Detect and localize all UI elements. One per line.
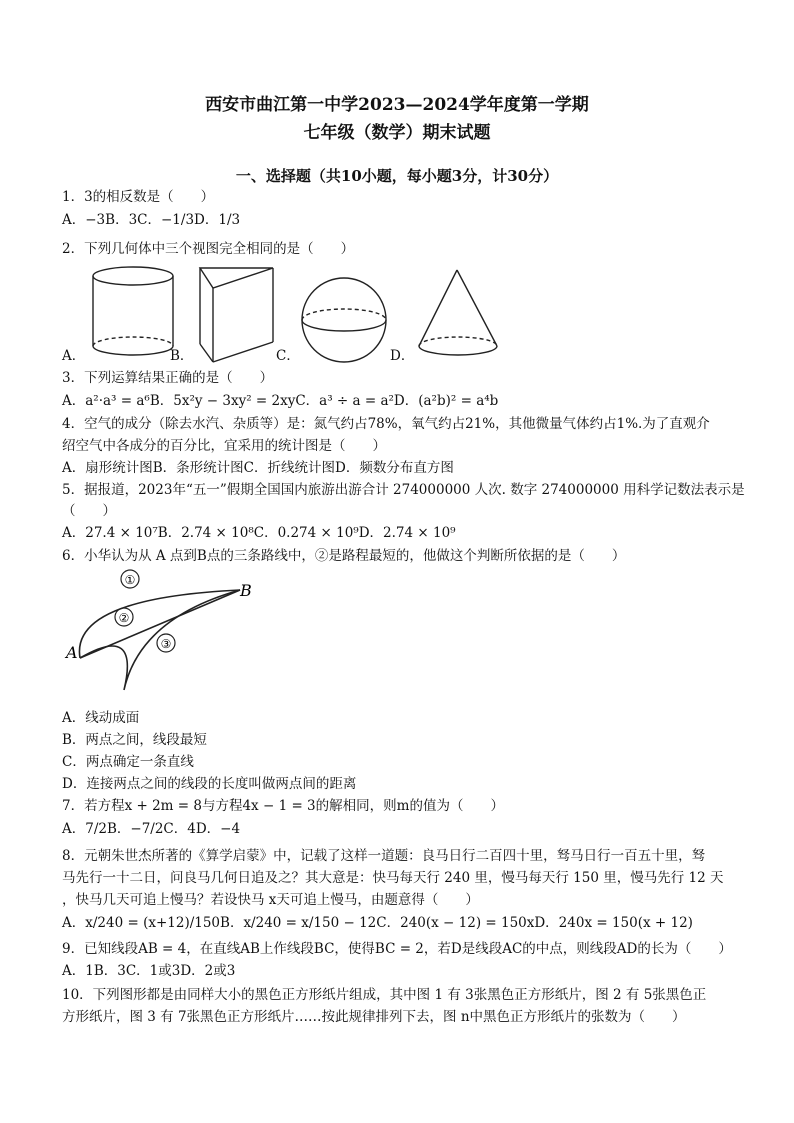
q2-label-a: A． (62, 348, 86, 364)
cone-shape (419, 270, 497, 355)
q7-options: A．7/2B．−7/2C．4D．−4 (62, 821, 241, 837)
cylinder-shape (93, 267, 173, 355)
q2-label-d: D． (390, 348, 415, 364)
q8-line3: ，快马几天可追上慢马？若设快马 x天可追上慢马，由题意得（ ） (62, 892, 479, 908)
q4-line2: 绍空气中各成分的百分比，宜采用的统计图是（ ） (62, 438, 386, 454)
q10-line2: 方形纸片，图 3 有 7张黑色正方形纸片……按此规律排列下去，图 n中黑色正方形纸片的张数为（ ） (62, 1009, 686, 1025)
q10-line1: 10．下列图形都是由同样大小的黑色正方形纸片组成，其中图 1 有 3张黑色正方形纸片，图 2 有 5张黑色正 (62, 987, 707, 1003)
section-heading: 一、选择题（共10小题，每小题3分，计30分） (235, 167, 559, 185)
q6-stem: 6．小华认为从 A 点到B点的三条路线中，②是路程最短的，他做这个判断所依据的是（ ） (62, 548, 626, 564)
q8-line2: 马先行一十二日，问良马几何日追及之？其大意是：快马每天行 240 里，慢马每天行 150 里，慢马先行 12 天 (62, 870, 724, 886)
q5-line1: 5．据报道，2023年“五一”假期全国国内旅游出游合计 274000000 人次. 数字 274000000 用科学记数法表示是 (62, 482, 745, 498)
q5-options: A．27.4 × 10⁷B．2.74 × 10⁸C．0.274 × 10⁹D．2.74 × 10⁹ (62, 525, 456, 541)
q6-routes-figure (60, 568, 280, 698)
q5-line2: （ ） (62, 503, 116, 519)
route-2-label: ② (118, 611, 130, 625)
q2-stem: 2．下列几何体中三个视图完全相同的是（ ） (62, 241, 355, 257)
q1-options: A．−3B．3C．−1/3D．1/3 (62, 212, 241, 228)
q4-line1: 4．空气的成分（除去水汽、杂质等）是：氮气约占78%，氧气约占21%，其他微量气体约占1%.为了直观介 (62, 416, 710, 432)
q9-options: A．1B．3C．1或3D．2或3 (62, 963, 236, 979)
q6-option-b: B．两点之间，线段最短 (62, 732, 207, 748)
point-b-label: B (240, 581, 252, 600)
q6-option-a: A．线动成面 (62, 710, 140, 726)
q6-option-c: C．两点确定一条直线 (62, 754, 194, 770)
route-3-label: ③ (160, 637, 172, 651)
q8-options: A．x/240 = (x+12)/150B．x/240 = x/150 − 12C．240(x − 12) = 150xD．240x = 150(x + 12) (62, 915, 693, 931)
q8-line1: 8．元朝朱世杰所著的《算学启蒙》中，记载了这样一道题：良马日行二百四十里，驽马日行一百五十里，驽 (62, 848, 706, 864)
q7-stem: 7．若方程x + 2m = 8与方程4x − 1 = 3的解相同，则m的值为（ ） (62, 798, 504, 814)
sphere-shape (302, 278, 386, 362)
prism-shape (200, 268, 273, 362)
exam-title-line2: 七年级（数学）期末试题 (303, 123, 491, 143)
q1-stem: 1．3的相反数是（ ） (62, 189, 215, 205)
q9-stem: 9．已知线段AB = 4，在直线AB上作线段BC，使得BC = 2，若D是线段AC的中点，则线段AD的长为（ ） (62, 941, 732, 957)
q2-label-b: B． (170, 348, 194, 364)
point-a-label: A (66, 643, 78, 662)
exam-title-line1: 西安市曲江第一中学2023—2024学年度第一学期 (205, 95, 589, 115)
q3-stem: 3．下列运算结果正确的是（ ） (62, 370, 274, 386)
q6-option-d: D．连接两点之间的线段的长度叫做两点间的距离 (62, 776, 357, 792)
q2-label-c: C． (276, 348, 300, 364)
q3-options: A．a²·a³ = a⁶B．5x²y − 3xy² = 2xyC．a³ ÷ a = a²D．(a²b)² = a⁴b (62, 393, 499, 409)
q4-options: A．扇形统计图B．条形统计图C．折线统计图D．频数分布直方图 (62, 460, 454, 476)
route-1-label: ① (124, 573, 136, 587)
